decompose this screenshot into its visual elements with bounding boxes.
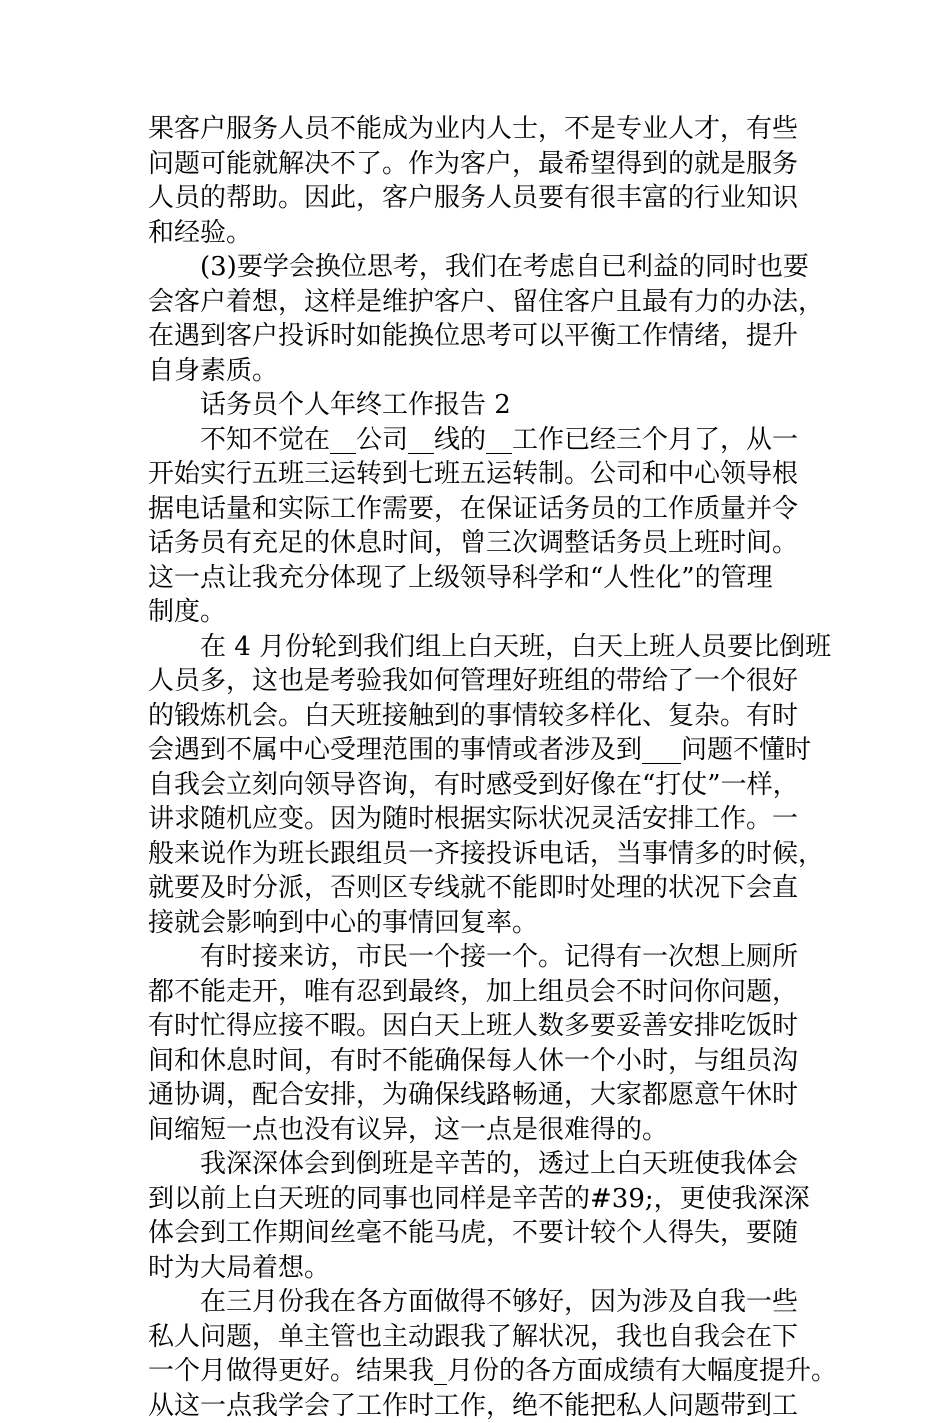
- text-line: 人员多，这也是考验我如何管理好班组的带给了一个很好: [148, 664, 808, 699]
- text-line: 人员的帮助。因此，客户服务人员要有很丰富的行业知识: [148, 181, 808, 216]
- text-line: 问题可能就解决不了。作为客户，最希望得到的就是服务: [148, 147, 808, 182]
- text-line: (3)要学会换位思考，我们在考虑自已利益的同时也要: [148, 250, 808, 285]
- text-line: 有时忙得应接不暇。因白天上班人数多要妥善安排吃饭时: [148, 1009, 808, 1044]
- text-line: 据电话量和实际工作需要，在保证话务员的工作质量并令: [148, 492, 808, 527]
- text-line: 果客户服务人员不能成为业内人士，不是专业人才，有些: [148, 112, 808, 147]
- text-line: 讲求随机应变。因为随时根据实际状况灵活安排工作。一: [148, 802, 808, 837]
- text-line: 会客户着想，这样是维护客户、留住客户且最有力的办法，: [148, 285, 808, 320]
- text-line: 话务员有充足的休息时间，曾三次调整话务员上班时间。: [148, 526, 808, 561]
- text-line: 接就会影响到中心的事情回复率。: [148, 906, 808, 941]
- document-body: [148, 112, 808, 1423]
- text-line: 开始实行五班三运转到七班五运转制。公司和中心领导根: [148, 457, 808, 492]
- text-line: 时为大局着想。: [148, 1251, 808, 1286]
- text-line: 自身素质。: [148, 354, 808, 389]
- text-line: 在三月份我在各方面做得不够好，因为涉及自我一些: [148, 1285, 808, 1320]
- text-line: 话务员个人年终工作报告 2: [148, 388, 808, 423]
- text-line: 的锻炼机会。白天班接触到的事情较多样化、复杂。有时: [148, 699, 808, 734]
- text-line: 制度。: [148, 595, 808, 630]
- text-line: 间缩短一点也没有议异，这一点是很难得的。: [148, 1113, 808, 1148]
- text-line: 体会到工作期间丝毫不能马虎，不要计较个人得失，要随: [148, 1216, 808, 1251]
- text-line: 通协调，配合安排，为确保线路畅通，大家都愿意午休时: [148, 1078, 808, 1113]
- text-line: 就要及时分派，否则区专线就不能即时处理的状况下会直: [148, 871, 808, 906]
- text-line: 我深深体会到倒班是辛苦的，透过上白天班使我体会: [148, 1147, 808, 1182]
- text-line: 和经验。: [148, 216, 808, 251]
- text-line: 在 4 月份轮到我们组上白天班，白天上班人员要比倒班: [148, 630, 808, 665]
- text-line: 私人问题，单主管也主动跟我了解状况，我也自我会在下: [148, 1320, 808, 1355]
- text-line: 这一点让我充分体现了上级领导科学和“人性化”的管理: [148, 561, 808, 596]
- text-line: 间和休息时间，有时不能确保每人休一个小时，与组员沟: [148, 1044, 808, 1079]
- text-line: 般来说作为班长跟组员一齐接投诉电话，当事情多的时候，: [148, 837, 808, 872]
- text-line: 有时接来访，市民一个接一个。记得有一次想上厕所: [148, 940, 808, 975]
- text-line: 从这一点我学会了工作时工作，绝不能把私人问题带到工: [148, 1389, 808, 1423]
- text-line: 不知不觉在__公司__线的__工作已经三个月了，从一: [148, 423, 808, 458]
- text-line: 会遇到不属中心受理范围的事情或者涉及到___问题不懂时: [148, 733, 808, 768]
- text-line: 都不能走开，唯有忍到最终，加上组员会不时问你问题，: [148, 975, 808, 1010]
- text-line: 到以前上白天班的同事也同样是辛苦的#39;，更使我深深: [148, 1182, 808, 1217]
- text-line: 自我会立刻向领导咨询，有时感受到好像在“打仗”一样，: [148, 768, 808, 803]
- text-line: 在遇到客户投诉时如能换位思考可以平衡工作情绪，提升: [148, 319, 808, 354]
- text-line: 一个月做得更好。结果我_月份的各方面成绩有大幅度提升。: [148, 1354, 808, 1389]
